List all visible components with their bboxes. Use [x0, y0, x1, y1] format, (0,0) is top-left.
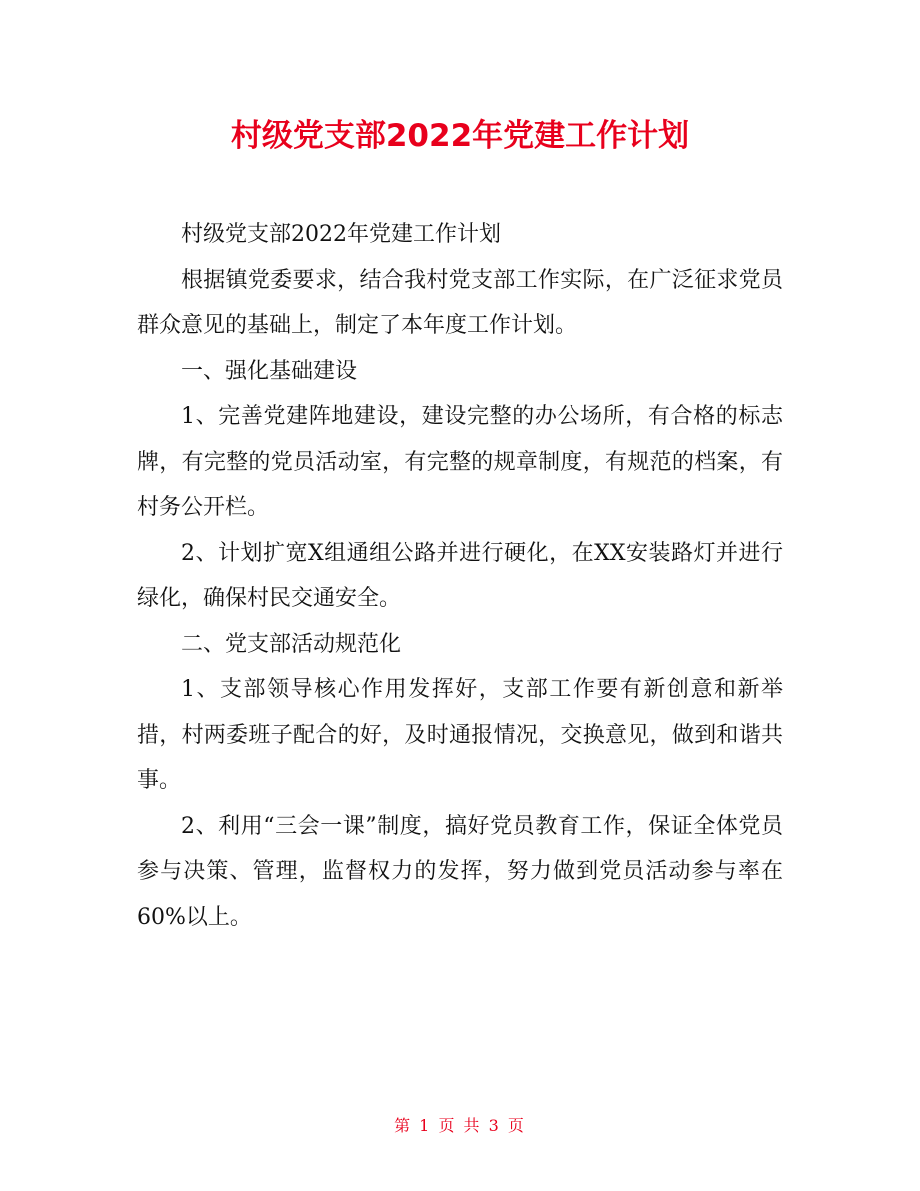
- paragraph-subtitle: 村级党支部2022年党建工作计划: [181, 222, 501, 247]
- page-number-label: 第 1 页 共 3 页: [394, 1116, 526, 1135]
- paragraph-item-1-1: 1、完善党建阵地建设，建设完整的办公场所，有合格的标志牌，有完整的党员活动室，有完整的规章制度，有规范的档案，有村务公开栏。: [137, 404, 783, 520]
- paragraph-item-2-2: 2、利用“三会一课”制度，搞好党员教育工作，保证全体党员参与决策、管理，监督权力的发挥，努力做到党员活动参与率在60%以上。: [137, 813, 783, 930]
- page-footer: [0, 1115, 920, 1137]
- paragraph-intro: 根据镇党委要求，结合我村党支部工作实际，在广泛征求党员群众意见的基础上，制定了本年度工作计划。: [137, 267, 783, 338]
- paragraph-item-2-1: 1、支部领导核心作用发挥好，支部工作要有新创意和新举措，村两委班子配合的好，及时通报情况，交换意见，做到和谐共事。: [137, 677, 783, 793]
- paragraph-item-1-2: 2、计划扩宽X组通组公路并进行硬化，在XX安装路灯并进行绿化，确保村民交通安全。: [137, 540, 783, 611]
- document-body: [137, 212, 783, 940]
- section-heading-2: 二、党支部活动规范化: [181, 631, 402, 657]
- document-title: 村级党支部2022年党建工作计划: [230, 118, 690, 154]
- section-heading-1: 一、强化基础建设: [181, 358, 358, 384]
